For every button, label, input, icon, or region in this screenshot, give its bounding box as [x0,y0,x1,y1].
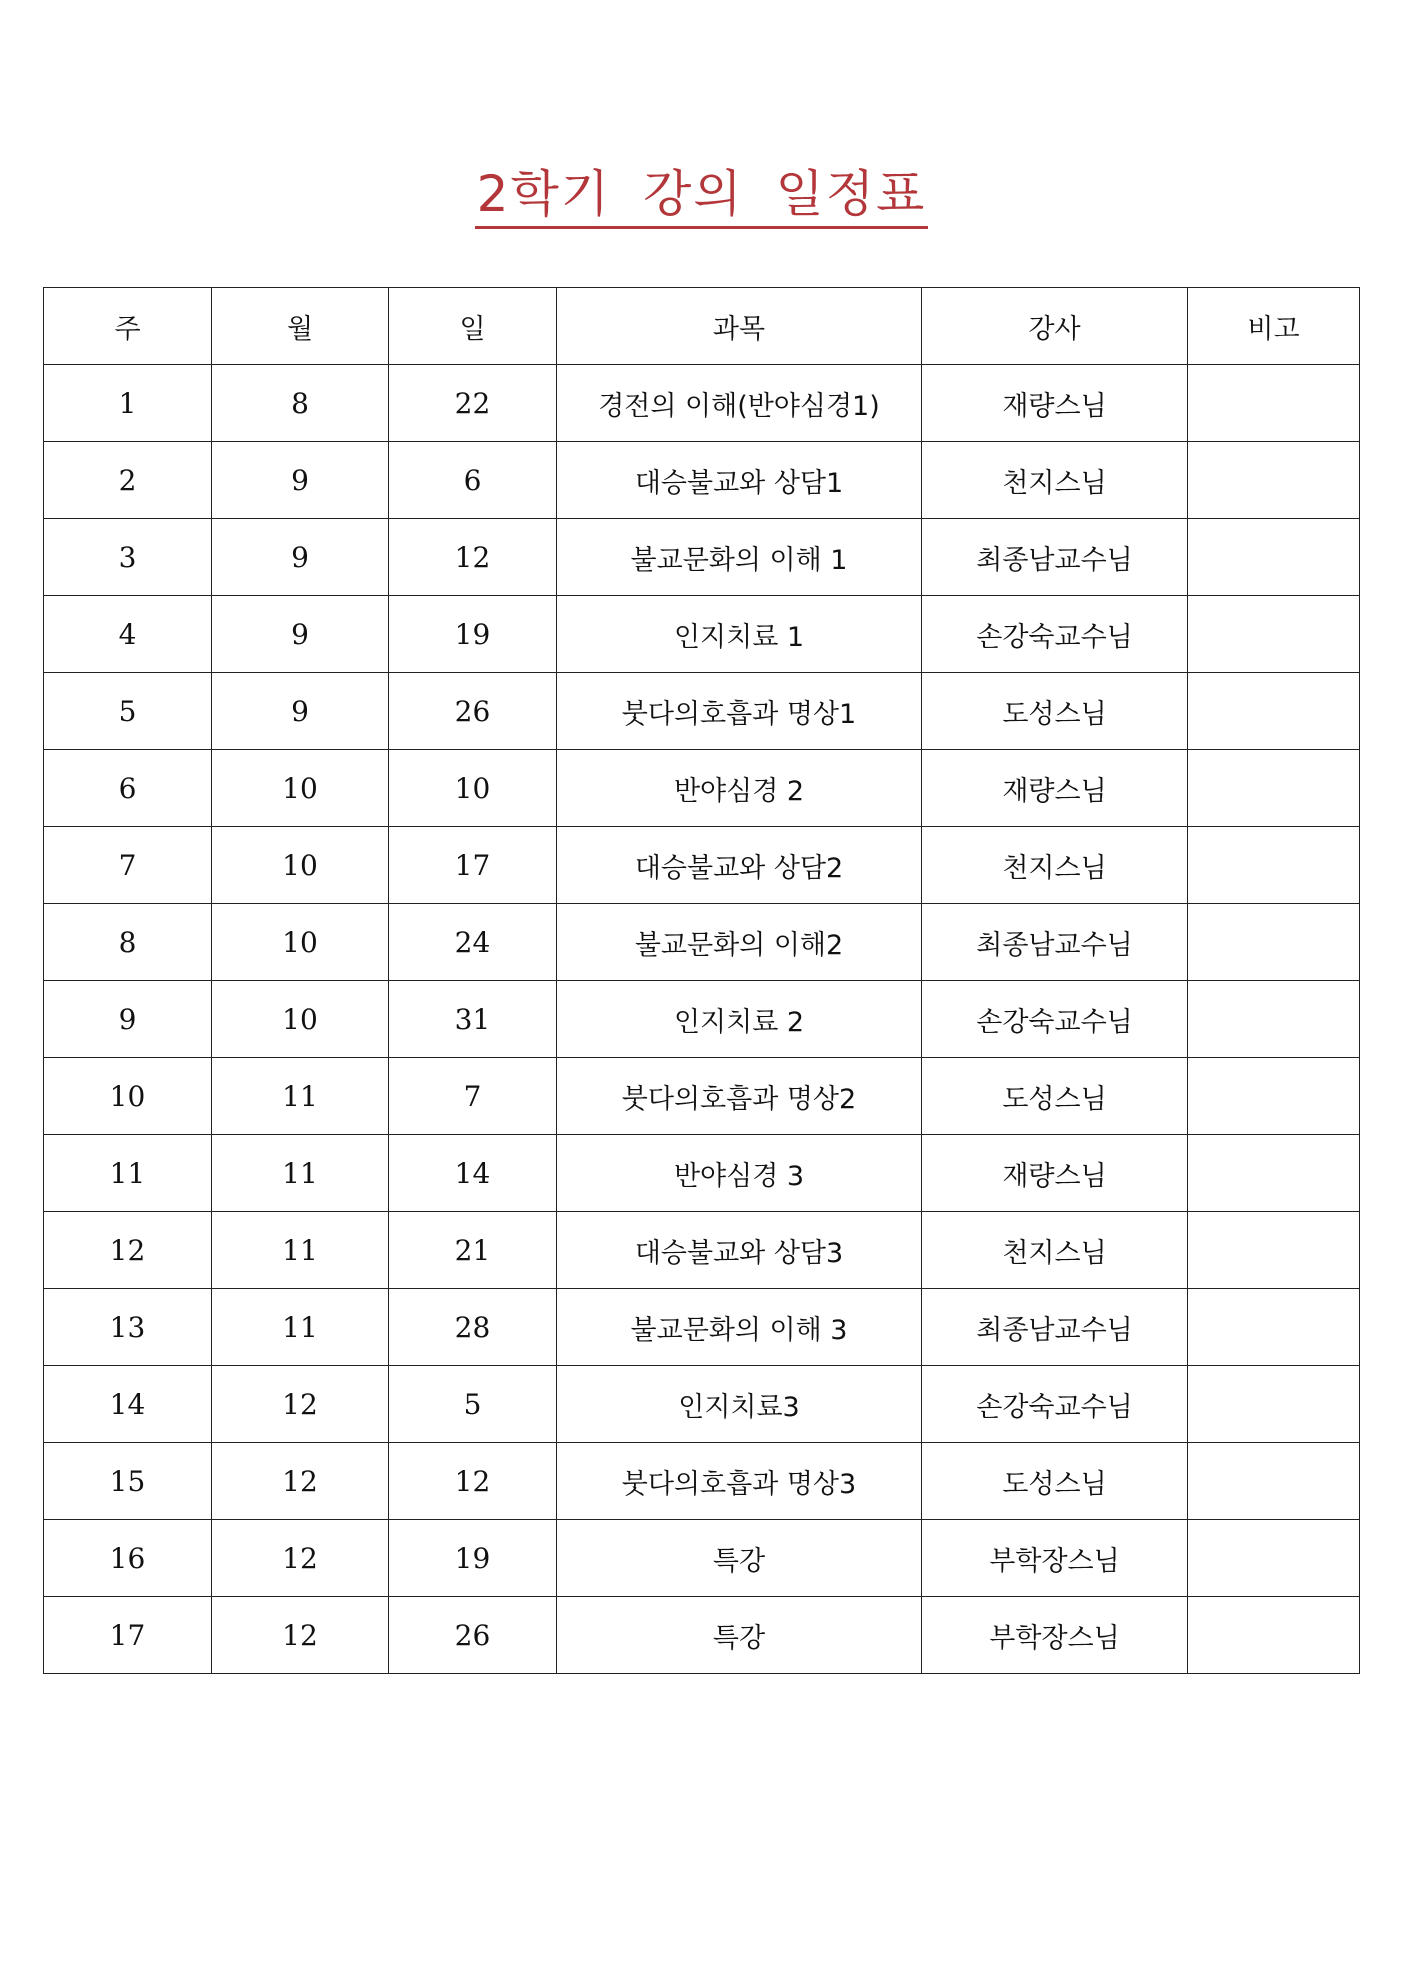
cell-week: 2 [44,442,212,519]
table-row [44,673,1360,750]
cell-day: 6 [389,442,557,519]
table-row [44,904,1360,981]
table-row [44,1520,1360,1597]
cell-note [1188,981,1360,1058]
title-container [0,164,1403,229]
cell-note [1188,827,1360,904]
cell-note [1188,519,1360,596]
cell-day: 21 [389,1212,557,1289]
cell-month: 12 [212,1443,389,1520]
cell-week: 16 [44,1520,212,1597]
cell-week: 14 [44,1366,212,1443]
cell-note [1188,673,1360,750]
cell-month: 11 [212,1058,389,1135]
table-row [44,442,1360,519]
cell-week: 10 [44,1058,212,1135]
cell-month: 11 [212,1212,389,1289]
cell-subject: 인지치료 1 [557,596,922,673]
cell-month: 8 [212,365,389,442]
cell-note [1188,1443,1360,1520]
cell-lecturer: 재량스님 [922,365,1188,442]
cell-week: 4 [44,596,212,673]
cell-month: 11 [212,1135,389,1212]
cell-week: 12 [44,1212,212,1289]
cell-week: 11 [44,1135,212,1212]
cell-day: 5 [389,1366,557,1443]
cell-subject: 대승불교와 상담1 [557,442,922,519]
cell-subject: 붓다의호흡과 명상1 [557,673,922,750]
cell-lecturer: 최종남교수님 [922,1289,1188,1366]
header-lecturer: 강사 [922,288,1188,365]
cell-subject: 붓다의호흡과 명상3 [557,1443,922,1520]
cell-note [1188,1366,1360,1443]
cell-lecturer: 도성스님 [922,1443,1188,1520]
table-row [44,1289,1360,1366]
cell-week: 3 [44,519,212,596]
cell-note [1188,904,1360,981]
cell-month: 9 [212,596,389,673]
cell-lecturer: 천지스님 [922,442,1188,519]
cell-subject: 반야심경 2 [557,750,922,827]
table-row [44,596,1360,673]
cell-month: 11 [212,1289,389,1366]
table-row [44,1366,1360,1443]
cell-day: 17 [389,827,557,904]
cell-day: 7 [389,1058,557,1135]
cell-month: 9 [212,519,389,596]
cell-month: 10 [212,981,389,1058]
table-row [44,365,1360,442]
header-row [44,288,1360,365]
cell-subject: 불교문화의 이해 3 [557,1289,922,1366]
cell-month: 9 [212,673,389,750]
cell-day: 12 [389,519,557,596]
cell-lecturer: 부학장스님 [922,1520,1188,1597]
table-row [44,519,1360,596]
header-note: 비고 [1188,288,1360,365]
table-header [44,288,1360,365]
table-row [44,981,1360,1058]
page-title: 2학기 강의 일정표 [475,164,929,229]
table-row [44,1212,1360,1289]
cell-note [1188,1520,1360,1597]
cell-note [1188,1597,1360,1674]
cell-week: 6 [44,750,212,827]
cell-subject: 불교문화의 이해 1 [557,519,922,596]
cell-lecturer: 천지스님 [922,1212,1188,1289]
cell-day: 12 [389,1443,557,1520]
cell-lecturer: 재량스님 [922,1135,1188,1212]
cell-note [1188,1212,1360,1289]
cell-subject: 대승불교와 상담2 [557,827,922,904]
cell-subject: 경전의 이해(반야심경1) [557,365,922,442]
cell-day: 22 [389,365,557,442]
header-day: 일 [389,288,557,365]
cell-week: 9 [44,981,212,1058]
cell-month: 10 [212,904,389,981]
cell-month: 9 [212,442,389,519]
cell-lecturer: 최종남교수님 [922,519,1188,596]
cell-week: 1 [44,365,212,442]
cell-day: 14 [389,1135,557,1212]
header-month: 월 [212,288,389,365]
cell-lecturer: 재량스님 [922,750,1188,827]
cell-lecturer: 부학장스님 [922,1597,1188,1674]
cell-week: 5 [44,673,212,750]
table-row [44,1135,1360,1212]
table-row [44,1058,1360,1135]
cell-day: 19 [389,596,557,673]
cell-lecturer: 최종남교수님 [922,904,1188,981]
cell-subject: 반야심경 3 [557,1135,922,1212]
cell-day: 24 [389,904,557,981]
cell-day: 31 [389,981,557,1058]
table-body [44,365,1360,1674]
cell-subject: 특강 [557,1597,922,1674]
cell-subject: 인지치료3 [557,1366,922,1443]
cell-week: 15 [44,1443,212,1520]
cell-lecturer: 손강숙교수님 [922,981,1188,1058]
cell-month: 12 [212,1366,389,1443]
cell-month: 10 [212,827,389,904]
cell-week: 8 [44,904,212,981]
cell-note [1188,365,1360,442]
cell-lecturer: 도성스님 [922,1058,1188,1135]
cell-note [1188,442,1360,519]
cell-note [1188,1289,1360,1366]
cell-week: 17 [44,1597,212,1674]
cell-month: 12 [212,1597,389,1674]
header-subject: 과목 [557,288,922,365]
header-week: 주 [44,288,212,365]
cell-lecturer: 도성스님 [922,673,1188,750]
table-row [44,1597,1360,1674]
cell-day: 10 [389,750,557,827]
cell-day: 26 [389,1597,557,1674]
cell-note [1188,1058,1360,1135]
table-row [44,827,1360,904]
table-row [44,750,1360,827]
cell-subject: 붓다의호흡과 명상2 [557,1058,922,1135]
cell-note [1188,596,1360,673]
cell-subject: 인지치료 2 [557,981,922,1058]
schedule-table [43,287,1360,1674]
cell-note [1188,1135,1360,1212]
cell-month: 10 [212,750,389,827]
cell-day: 28 [389,1289,557,1366]
cell-lecturer: 천지스님 [922,827,1188,904]
cell-subject: 대승불교와 상담3 [557,1212,922,1289]
cell-month: 12 [212,1520,389,1597]
table-row [44,1443,1360,1520]
cell-week: 7 [44,827,212,904]
cell-lecturer: 손강숙교수님 [922,1366,1188,1443]
cell-day: 19 [389,1520,557,1597]
cell-note [1188,750,1360,827]
cell-day: 26 [389,673,557,750]
cell-subject: 불교문화의 이해2 [557,904,922,981]
cell-subject: 특강 [557,1520,922,1597]
cell-lecturer: 손강숙교수님 [922,596,1188,673]
cell-week: 13 [44,1289,212,1366]
